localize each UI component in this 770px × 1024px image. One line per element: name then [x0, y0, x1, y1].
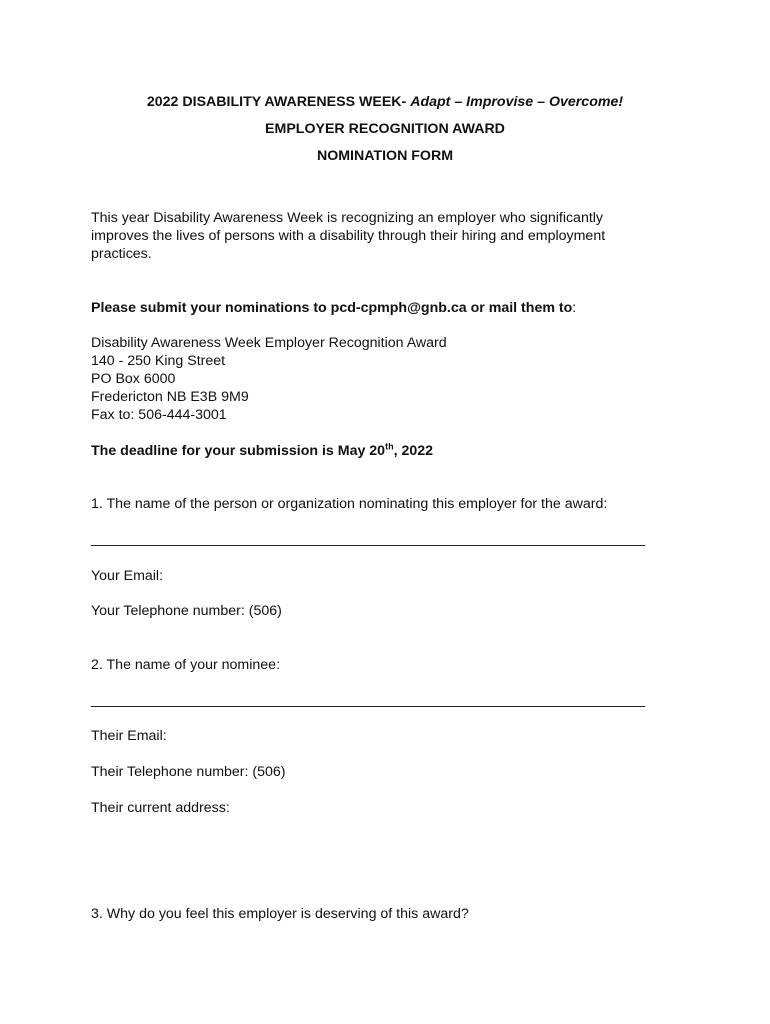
title-theme: Adapt – Improvise – Overcome!: [410, 94, 624, 110]
address-line-4: Fredericton NB E3B 9M9: [91, 389, 249, 405]
submit-colon: :: [572, 300, 577, 316]
question-2: 2. The name of your nominee:: [91, 657, 281, 673]
intro-line-2: improves the lives of persons with a disability through their hiring and employment: [91, 228, 606, 244]
their-email-label: Their Email:: [91, 728, 167, 744]
address-line-3: PO Box 6000: [91, 371, 176, 387]
form-title: [0, 94, 770, 110]
deadline-sup: th: [385, 441, 394, 452]
intro-line-3: practices.: [91, 246, 152, 262]
your-email-label: Your Email:: [91, 568, 164, 584]
submit-text: Please submit your nominations to pcd-cpmph@gnb.ca or mail them to: [91, 300, 573, 316]
intro-line-1: This year Disability Awareness Week is recognizing an employer who significantly: [91, 210, 604, 226]
address-fax: Fax to: 506-444-3001: [91, 407, 227, 423]
nominator-name-line[interactable]: [91, 545, 645, 546]
your-phone-label: Your Telephone number: (506): [91, 603, 282, 619]
address-line-1: Disability Awareness Week Employer Recognition Award: [91, 335, 447, 351]
question-3: 3. Why do you feel this employer is deserving of this award?: [91, 906, 469, 922]
deadline-prefix: The deadline for your submission is May 20: [91, 443, 386, 459]
address-line-2: 140 - 250 King Street: [91, 353, 226, 369]
their-phone-label: Their Telephone number: (506): [91, 764, 286, 780]
nominee-name-line[interactable]: [91, 706, 645, 707]
their-address-label: Their current address:: [91, 800, 230, 816]
form-name: NOMINATION FORM: [316, 148, 454, 164]
award-subtitle: EMPLOYER RECOGNITION AWARD: [265, 121, 505, 137]
title-prefix: 2022 DISABILITY AWARENESS WEEK-: [146, 94, 411, 110]
question-1: 1. The name of the person or organization nominating this employer for the award:: [91, 496, 608, 512]
submit-instructions: [91, 300, 576, 316]
deadline-suffix: , 2022: [393, 443, 434, 459]
deadline-text: [91, 443, 433, 459]
